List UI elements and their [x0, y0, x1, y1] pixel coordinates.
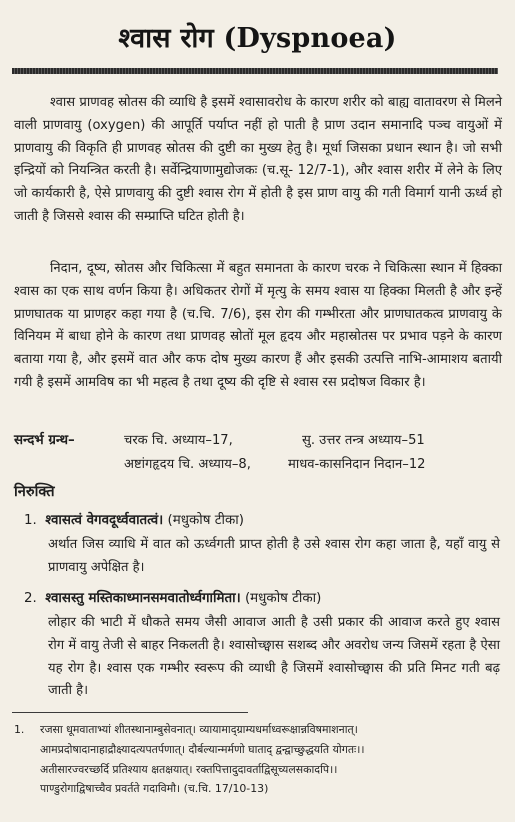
- nirukti-heading: निरुक्ति: [14, 483, 55, 500]
- nidana-paragraph: निदान, दूष्य, स्रोतस और चिकित्सा में बहुत समानता के कारण चरक ने चिकित्सा स्थान में हिक्का श्वास का एक साथ वर्णन किया है। अधिकतर रोगों में मृत्यु के समय श्वास या हिक्का मिलती है और इन्हें प्राणघातक या प्राणहर कहा गया है (च.चि. 7/6), इस रोग की गम्भीरता और प्राणघातकत्व प्राणवायु के विनियम में बाधा होने के कारण तथा प्राणवह स्रोतों मूल हृदय और महास्रोतस पर प्रभाव पड़ने के कारण बताया गया है, और इसमें वात और कफ दोष मुख्य कारण हैं और इसकी उत्पत्ति नाभि-आमाशय बतायी गयी है इसमें आमविष का भी महत्व है तथा दूष्य की दृष्टि से श्वास रस प्रदोषज विकार है।: [14, 261, 502, 390]
- item-number: 1.: [24, 513, 37, 528]
- footnote-number: 1.: [14, 723, 25, 736]
- title-underline: [12, 68, 498, 74]
- page-title: श्वास रोग (Dyspnoea): [118, 23, 397, 54]
- nirukti-item-2-body: लोहार की भाटी में धौकते समय जैसी आवाज आती है उसी प्रकार की आवाज करते हुए श्वास रोग में वायु तेजी से बाहर निकलती है। श्वासोच्छ्वास सशब्द और अवरोध जन्य जिसमें रहता है ऐसा यह रोग है। श्वास एक गम्भीर स्वरूप की व्याधी है जिसमें श्वासोच्छ्वास की प्रति मिनट गती बढ़ जाती है।: [48, 615, 500, 699]
- verse-source: (मधुकोष टीका): [244, 591, 322, 606]
- references-label: सन्दर्भ ग्रन्थ–: [14, 433, 75, 448]
- nirukti-item-1-title: [24, 510, 244, 528]
- nirukti-item-1-body: अर्थात जिस व्याधि में वात को ऊर्ध्वगती प्राप्त होती है उसे श्वास रोग कहा जाता है, यहाँ वायु से प्राणवायु अपेक्षित है।: [48, 537, 500, 575]
- intro-paragraph: श्वास प्राणवह स्रोतस की व्याधि है इसमें श्वासावरोध के कारण शरीर को बाह्य वातावरण से मिलने वाली प्राणवायु (oxygen) की आपूर्ति पर्याप्त नहीं हो पाती है प्राण उदान समानादि पञ्च वायुओं में प्राणवायु की विकृति ही प्राणवह स्रोतस की दुष्टी का मुख्य हेतु है। मूर्धा जिसका प्रधान स्थान है। जो सभी इन्द्रियों को नियन्त्रित करती है। सर्वेन्द्रियाणामुद्योजकः (च.सू- 12/7-1), और श्वास शरीर में लेने के लिए जो कार्यकारी है, ऐसे प्राणवायु की दुष्टी श्वास रोग में होती है इस प्राण वायु की गती विमार्ग यानी ऊर्ध्व हो जाती है जिससे श्वास की सम्प्राप्ति घटित होती है।: [14, 95, 502, 224]
- footnote-divider: [12, 712, 248, 713]
- footnote: [14, 720, 504, 799]
- footnote-line: पाण्डुरोगाद्विषाच्चैव प्रवर्तते गदाविमौ। (च.चि. 17/10-13): [40, 782, 269, 796]
- footnote-line: अतीसारज्वरच्छर्दि प्रतिश्याय क्षतक्षयात्। रक्तपित्तादुदावर्ताद्विसूच्यलसकादपि।।: [40, 762, 338, 776]
- verse-source: (मधुकोष टीका): [167, 513, 244, 528]
- reference-madhava: माधव-कासनिदान निदान–12: [288, 457, 426, 472]
- item-number: 2.: [24, 591, 37, 606]
- footnote-line: 1. रजसा धूमवाताभ्यां शीतस्थानाम्बुसेवनात्। व्यायामाद्ग्राम्यधर्माध्वरूक्षान्नविषमाशनात्।: [14, 720, 504, 740]
- nirukti-item-2-title: [24, 588, 321, 606]
- sanskrit-verse: श्वासस्तु मस्तिकाध्मानसमवातोर्ध्वगामिता।: [45, 591, 241, 606]
- sanskrit-verse: श्वासत्वं वेगवदूर्ध्ववातत्वं।: [45, 513, 164, 528]
- reference-ashtanga: अष्टांगहृदय चि. अध्याय–8,: [124, 457, 251, 472]
- reference-charaka: चरक चि. अध्याय–17,: [124, 433, 233, 448]
- footnote-line: आमप्रदोषादानाहाद्रौक्ष्यादत्यपतर्पणात्। दौर्बल्यान्मर्मणो घाताद् द्वन्द्वाच्छुद्धयति योगतः।।: [40, 742, 365, 756]
- reference-sushruta: सु. उत्तर तन्त्र अध्याय–51: [302, 433, 425, 448]
